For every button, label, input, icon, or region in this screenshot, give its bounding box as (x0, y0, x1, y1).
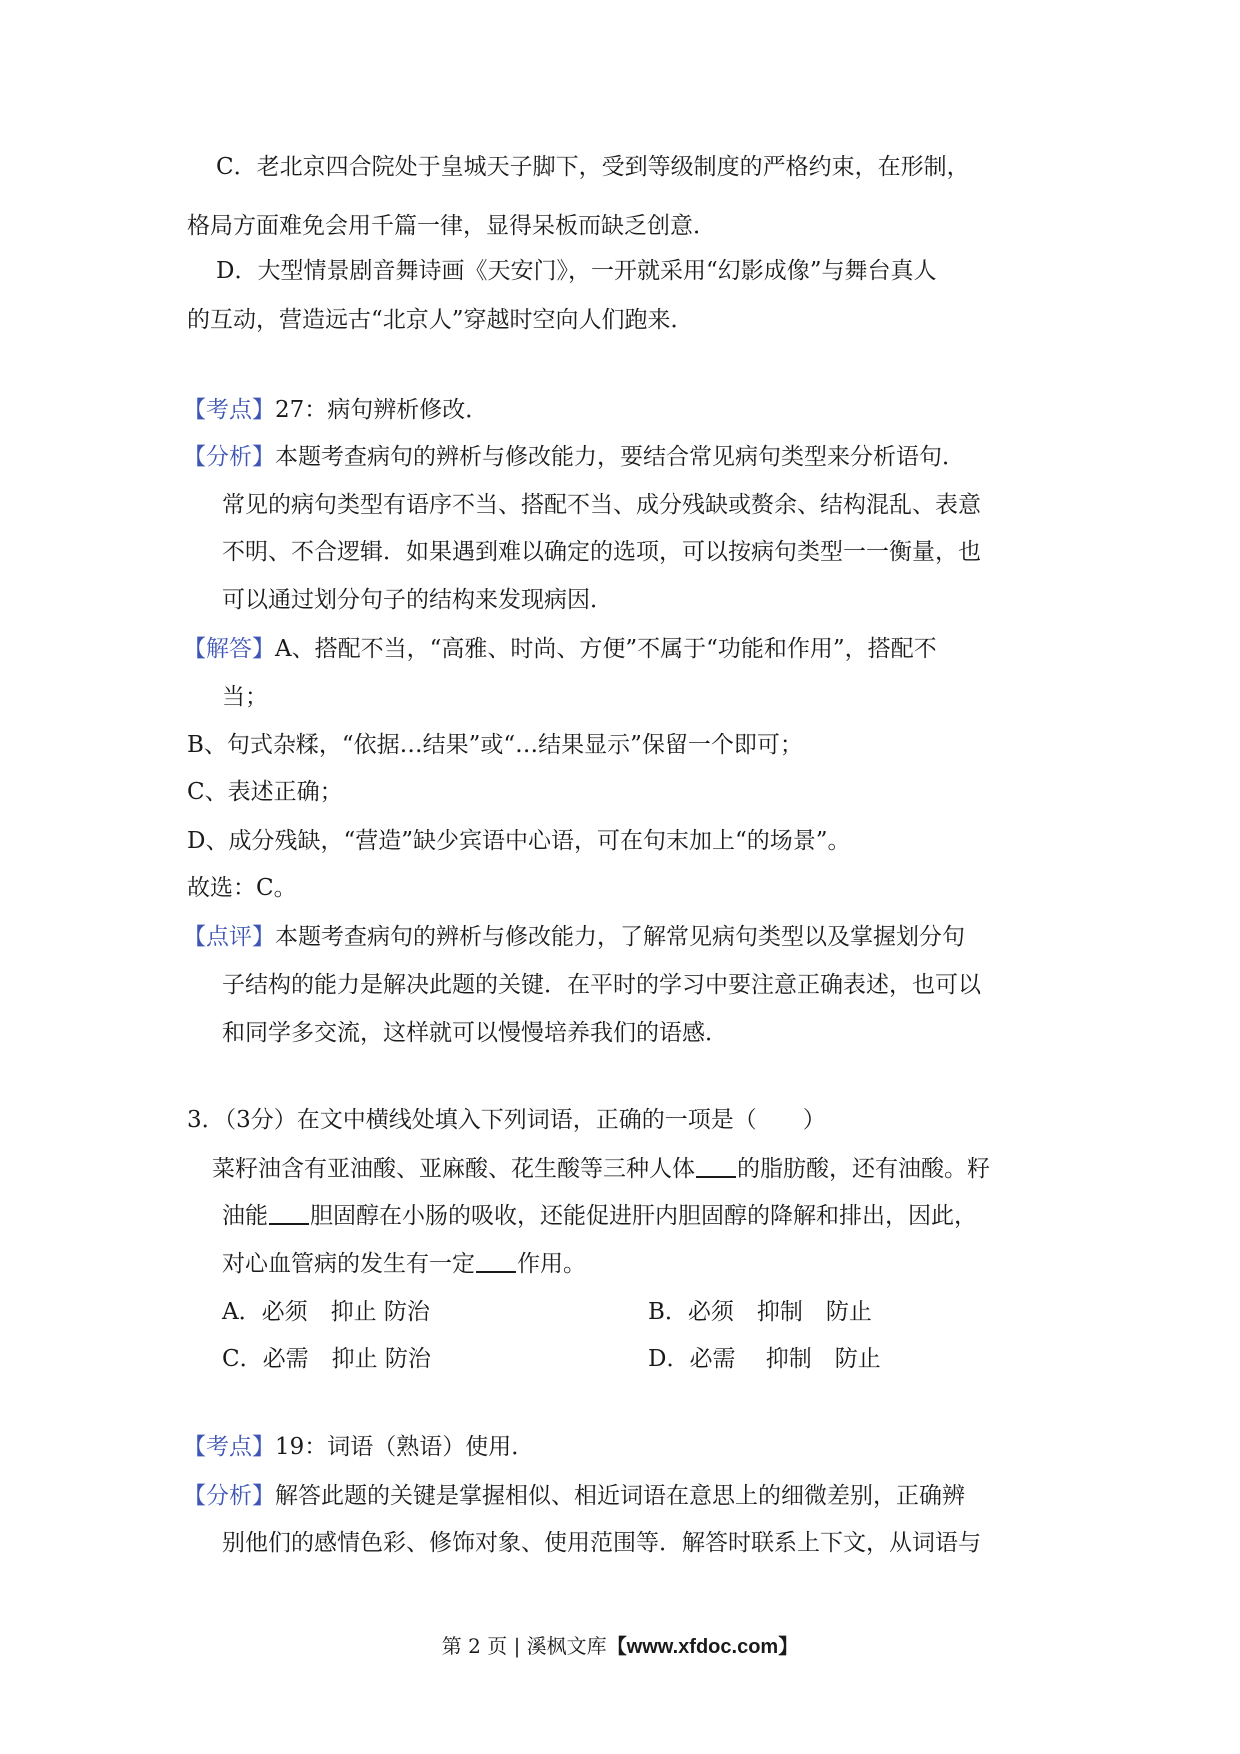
q3-passage-line3 (222, 1249, 586, 1279)
q3-passage-l1-a: 菜籽油含有亚油酸、亚麻酸、花生酸等三种人体 (212, 1156, 695, 1182)
a2-fenxi-tag: 【分析】 (183, 444, 275, 470)
a2-jieda-choice: 故选：C。 (187, 875, 297, 901)
q2-option-d-line1: D．大型情景剧音舞诗画《天安门》，一开就采用“幻影成像”与舞台真人 (216, 258, 937, 284)
a2-jieda-tag: 【解答】 (183, 636, 275, 662)
a2-dianping-tag: 【点评】 (183, 924, 275, 950)
a2-kaodian (183, 395, 488, 425)
a2-jieda-d: D、成分残缺，“营造”缺少宾语中心语，可在句末加上“的场景”。 (187, 828, 851, 854)
q3-option-a: A．必须 抑止 防治 (222, 1299, 430, 1325)
a3-fenxi-text1: 解答此题的关键是掌握相似、相近词语在意思上的细微差别，正确辨 (275, 1483, 965, 1509)
a2-dianping-line1 (183, 922, 965, 952)
q3-blank-3 (476, 1249, 516, 1273)
a2-jieda-text1: A、搭配不当，“高雅、时尚、方便”不属于“功能和作用”，搭配不 (275, 636, 937, 662)
a2-kaodian-text: 27：病句辨析修改． (275, 397, 489, 423)
a3-kaodian-tag: 【考点】 (183, 1434, 275, 1460)
a2-jieda-c: C、表述正确； (187, 779, 343, 805)
a2-dianping-line3: 和同学多交流，这样就可以慢慢培养我们的语感． (222, 1020, 728, 1046)
q3-option-c: C．必需 抑止 防治 (222, 1346, 431, 1372)
a2-jieda-b: B、句式杂糅，“依据…结果”或“…结果显示”保留一个即可； (187, 732, 803, 758)
q3-option-b: B．必须 抑制 防止 (648, 1299, 872, 1325)
a2-jieda-line2: 当； (222, 684, 268, 710)
a2-dianping-text1: 本题考查病句的辨析与修改能力，了解常见病句类型以及掌握划分句 (275, 924, 965, 950)
page-footer (0, 1633, 1240, 1660)
q2-option-c-line2: 格局方面难免会用千篇一律，显得呆板而缺乏创意． (187, 213, 716, 239)
footer-site-link[interactable]: 【www.xfdoc.com】 (606, 1636, 799, 1658)
a2-dianping-line2: 子结构的能力是解决此题的关键．在平时的学习中要注意正确表述，也可以 (222, 972, 981, 998)
a3-kaodian (183, 1432, 534, 1462)
q2-option-d-line2: 的互动，营造远古“北京人”穿越时空向人们跑来． (187, 307, 694, 333)
a2-fenxi-line2: 常见的病句类型有语序不当、搭配不当、成分残缺或赘余、结构混乱、表意 (222, 492, 981, 518)
q3-passage-l3-a: 对心血管病的发生有一定 (222, 1251, 475, 1277)
q3-passage-l3-b: 作用。 (517, 1251, 586, 1277)
q3-passage-l2-a: 油能 (222, 1203, 268, 1229)
a2-jieda-line1 (183, 634, 937, 664)
a3-fenxi-line2: 别他们的感情色彩、修饰对象、使用范围等．解答时联系上下文，从词语与 (222, 1530, 981, 1556)
a2-fenxi-text1: 本题考查病句的辨析与修改能力，要结合常见病句类型来分析语句． (275, 444, 965, 470)
q3-passage-l2-b: 胆固醇在小肠的吸收，还能促进肝内胆固醇的降解和排出，因此， (310, 1203, 977, 1229)
a3-fenxi-tag: 【分析】 (183, 1483, 275, 1509)
q3-blank-1 (696, 1154, 736, 1178)
q3-blank-2 (269, 1201, 309, 1225)
q3-passage-line2 (222, 1201, 977, 1231)
q3-passage-l1-b: 的脂肪酸，还有油酸。籽 (737, 1156, 990, 1182)
a2-kaodian-tag: 【考点】 (183, 397, 275, 423)
q3-option-d: D．必需 抑制 防止 (648, 1346, 881, 1372)
q3-passage-line1 (212, 1154, 990, 1184)
a2-fenxi-line3: 不明、不合逻辑．如果遇到难以确定的选项，可以按病句类型一一衡量，也 (222, 539, 981, 565)
a2-fenxi-line4: 可以通过划分句子的结构来发现病因． (222, 587, 613, 613)
a3-kaodian-text: 19：词语（熟语）使用． (275, 1434, 535, 1460)
a2-fenxi-line1 (183, 442, 965, 472)
q3-stem: 3．（3分）在文中横线处填入下列词语，正确的一项是（ ） (187, 1107, 826, 1133)
footer-page-label: 第 2 页 | 溪枫文库 (441, 1634, 607, 1658)
a3-fenxi-line1 (183, 1481, 965, 1511)
q2-option-c-line1: C．老北京四合院处于皇城天子脚下，受到等级制度的严格约束，在形制， (216, 154, 970, 180)
